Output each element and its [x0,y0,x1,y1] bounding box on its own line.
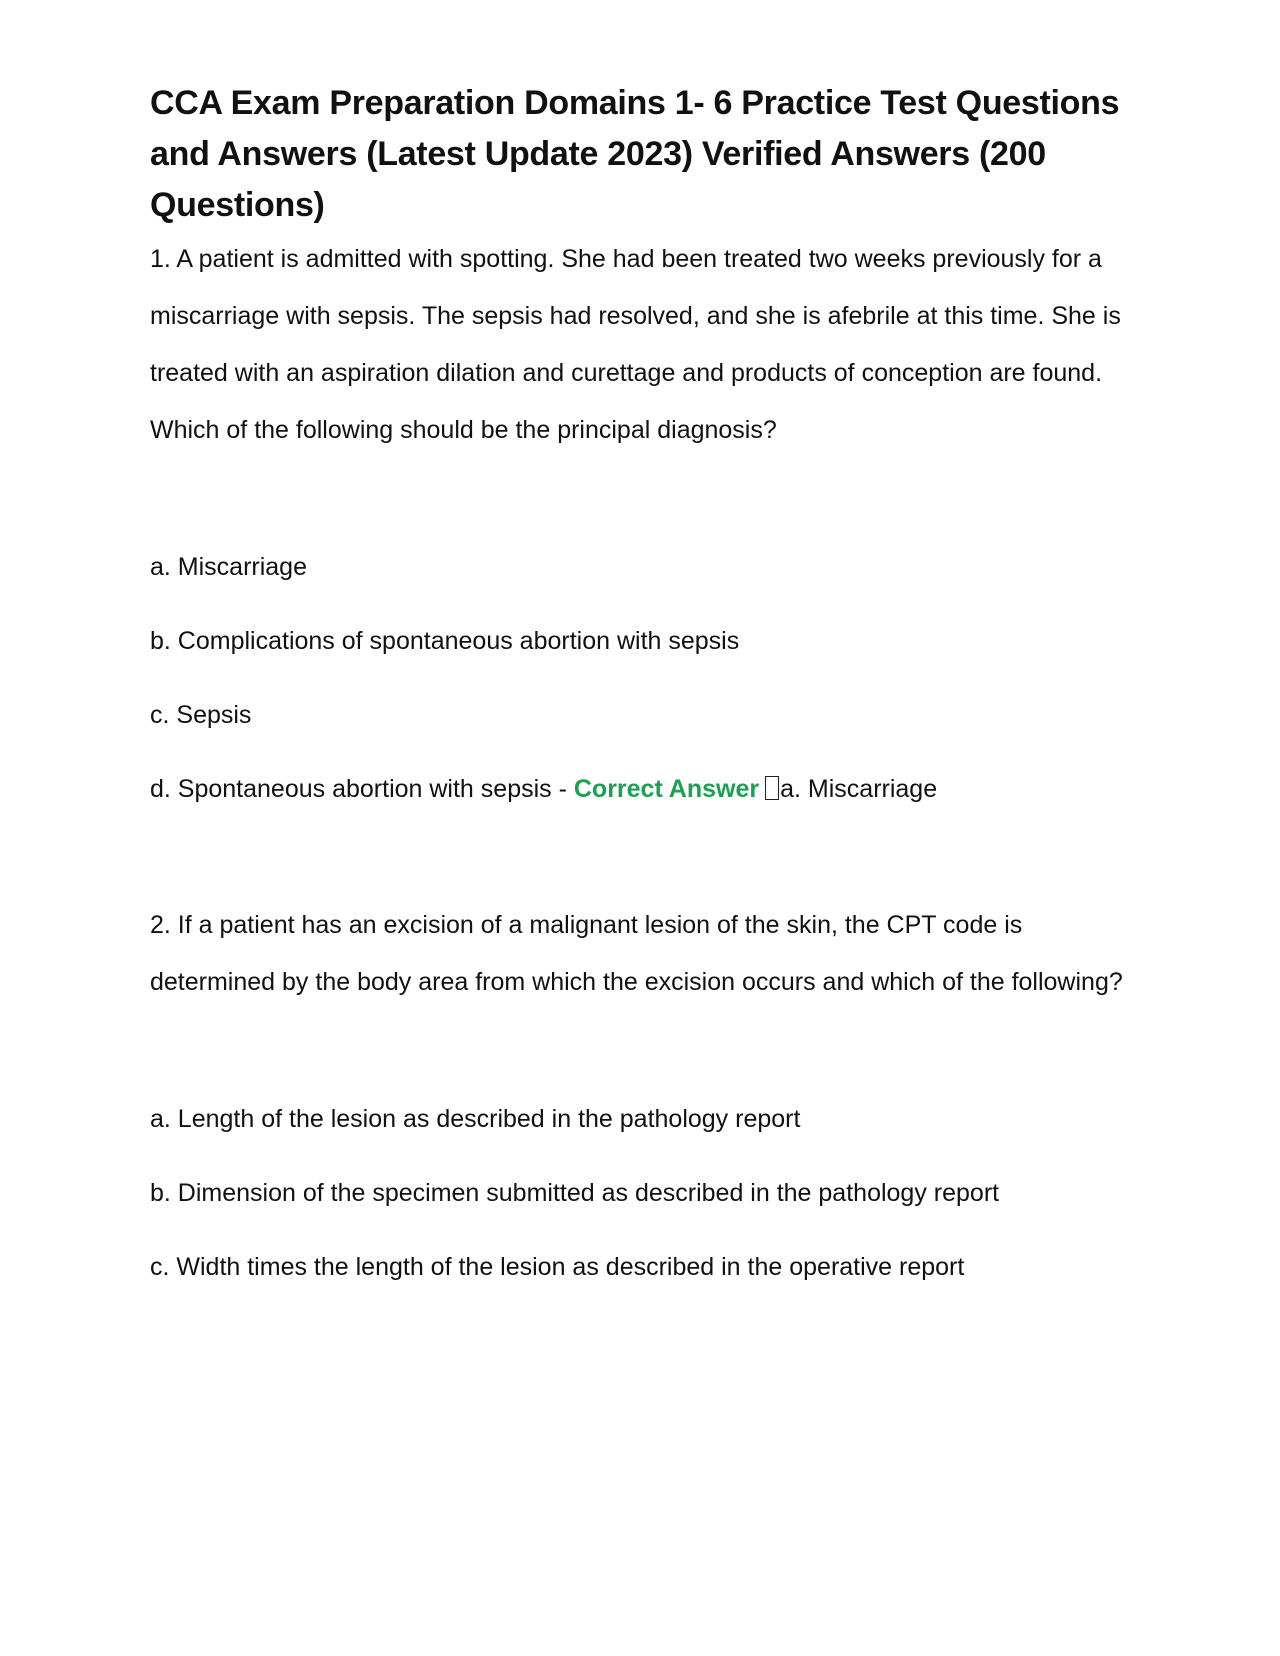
document-page [150,78,1140,1313]
question-2-text: 2. If a patient has an excision of a malignant lesion of the skin, the CPT code is determined by the body area from which the excision occurs and which of the following? [150,911,1123,996]
question-2-option-a: a. Length of the lesion as described in the pathology report [150,1105,801,1133]
question-1-option-c: c. Sepsis [150,701,252,729]
question-1-text: 1. A patient is admitted with spotting. She had been treated two weeks previously for a miscarriage with sepsis. The sepsis had resolved, and she is afebrile at this time. She is treated with an aspiration dilation and curettage and products of conception are found. Which of the following should be the principal diagnosis? [150,245,1121,444]
question-1 [150,231,1140,818]
question-1-correct-answer: a. Miscarriage [780,775,938,803]
missing-glyph-icon [765,776,779,800]
document-title: CCA Exam Preparation Domains 1- 6 Practice Test Questions and Answers (Latest Update 2023) Verified Answers (200 Questions) [150,84,1120,224]
question-1-option-b: b. Complications of spontaneous abortion with sepsis [150,627,740,655]
question-2-option-b: b. Dimension of the specimen submitted as described in the pathology report [150,1179,1000,1207]
question-1-option-a: a. Miscarriage [150,553,307,581]
question-1-option-d-text: d. Spontaneous abortion with sepsis - [150,775,574,803]
question-2 [150,897,1140,1296]
question-1-option-d [150,761,1140,818]
correct-answer-label: Correct Answer [573,775,760,803]
question-2-option-c: c. Width times the length of the lesion as described in the operative report [150,1253,965,1281]
